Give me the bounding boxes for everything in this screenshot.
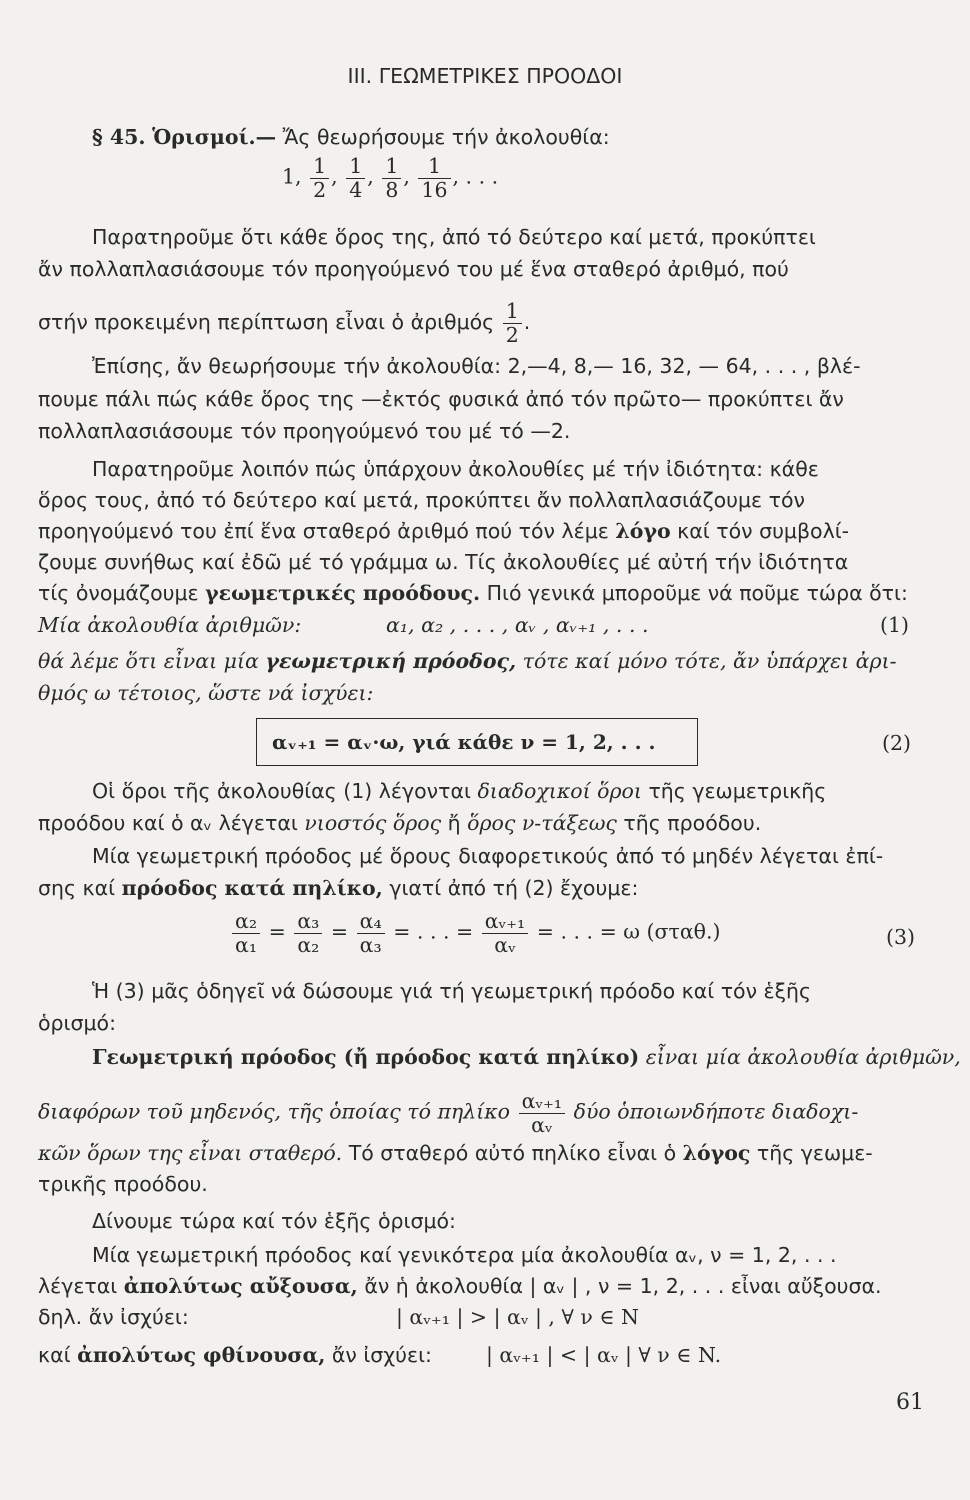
definition-line: θά λέμε ὅτι εἶναι μία γεωμετρική πρόοδος, τότε καί μόνο τότε, ἄν ὑπάρχει ἀρι- xyxy=(38,649,897,673)
paragraph-line: σης καί πρόοδος κατά πηλίκο, γιατί ἀπό τή (2) ἔχουμε: xyxy=(38,876,639,900)
page-number: 61 xyxy=(896,1390,924,1415)
paragraph-line: ὁρισμό: xyxy=(38,1011,116,1035)
term-logos: λόγος xyxy=(682,1141,751,1165)
paragraph-line: πολλαπλασιάσουμε τόν προηγούμενό του μέ τό —2. xyxy=(38,419,571,443)
paragraph-line: τρικῆς προόδου. xyxy=(38,1172,208,1196)
definition-line: Γεωμετρική πρόοδος (ἤ πρόοδος κατά πηλίκο) εἶναι μία ἀκολουθία ἀριθμῶν, xyxy=(92,1045,961,1069)
inequality: | αᵥ₊₁ | < | αᵥ | ∀ ν ∈ N. xyxy=(486,1343,722,1367)
term-geometric-progression: γεωμετρική πρόοδος, xyxy=(265,649,517,673)
paragraph-line: ὅρος τους, ἀπό τό δεύτερο καί μετά, προκύπτει ἄν πολλαπλασιάζουμε τόν xyxy=(38,488,805,512)
paragraph-line: Οἱ ὅροι τῆς ἀκολουθίας (1) λέγονται διαδοχικοί ὅροι τῆς γεωμετρικῆς xyxy=(92,779,827,803)
definition-line: διαφόρων τοῦ μηδενός, τῆς ὁποίας τό πηλίκο $\frac{\text{αᵥ₊₁}}{\text{αᵥ}}$ δύο ὁποιωνδήποτε διαδοχι- xyxy=(38,1089,859,1137)
term-absolutely-decreasing: ἀπολύτως φθίνουσα, xyxy=(77,1343,326,1367)
seq-first-term: 1, xyxy=(282,164,302,189)
chapter-header: III. ΓΕΩΜΕΤΡΙΚΕΣ ΠΡΟΟΔΟΙ xyxy=(347,64,623,88)
paragraph-line: λέγεται ἀπολύτως αὔξουσα, ἄν ἡ ἀκολουθία | αᵥ | , ν = 1, 2, . . . εἶναι αὔξουσα. xyxy=(38,1274,882,1298)
section-number: § 45. xyxy=(92,125,146,149)
paragraph-line: προόδου καί ὁ αᵥ λέγεται νιοστός ὅρος ἤ ὅρος ν-τάξεως τῆς προόδου. xyxy=(38,811,762,835)
paragraph-line: Ἐπίσης, ἄν θεωρήσουμε τήν ἀκολουθία: 2,—4, 8,— 16, 32, — 64, . . . , βλέ- xyxy=(92,354,861,378)
paragraph-line: στήν προκειμένη περίπτωση εἶναι ὁ ἀριθμός $\frac{1}{2}$ . xyxy=(38,299,531,347)
paragraph-line: ζουμε συνήθως καί ἐδῶ μέ τό γράμμα ω. Τίς ἀκολουθίες μέ αὐτή τήν ἰδιότητα xyxy=(38,550,849,574)
paragraph-line: πουμε πάλι πώς κάθε ὅρος της —ἐκτός φυσικά ἀπό τόν πρῶτο— προκύπτει ἄν xyxy=(38,387,844,411)
term-logos: λόγο xyxy=(615,519,671,543)
boxed-formula: αᵥ₊₁ = αᵥ·ω, γιά κάθε ν = 1, 2, . . . xyxy=(272,730,656,754)
definition-line: θμός ω τέτοιος, ὥστε νά ἰσχύει: xyxy=(38,681,374,705)
sequence-fractions: 1, $\frac{1}{2}$ , $\frac{1}{4}$ , $\frac{1}{8}$ , $\frac{1}{16}$ , . . . xyxy=(282,154,499,202)
section-title: Ὁρισμοί.— xyxy=(152,125,277,149)
section-intro: Ἄς θεωρήσουμε τήν ἀκολουθία: xyxy=(276,125,610,149)
fraction: $\frac{1}{4}$ xyxy=(346,155,365,201)
section-heading xyxy=(92,124,970,150)
paragraph-line: Ἡ (3) μᾶς ὁδηγεῖ νά δώσουμε γιά τή γεωμετρική πρόοδο καί τόν ἑξῆς xyxy=(92,979,812,1003)
equation-3: $\frac{\text{α₂}}{\text{α₁}}$ = $\frac{\text{α₃}}{\text{α₂}}$ = $\frac{\text{α₄}}{\text{α₃}}$ = . . . = $\frac{\text{αᵥ₊₁}}{\text{αᵥ}}$ = . . . = ω (σταθ.) xyxy=(230,910,970,956)
term-absolutely-increasing: ἀπολύτως αὔξουσα, xyxy=(123,1274,358,1298)
term-ratio-progression: πρόοδος κατά πηλίκο, xyxy=(121,876,383,900)
inequality: | αᵥ₊₁ | > | αᵥ | , ∀ ν ∈ N xyxy=(396,1305,639,1329)
fraction: $\frac{\text{α₄}}{\text{α₃}}$ xyxy=(357,910,385,956)
fraction: $\frac{1}{16}$ xyxy=(418,155,450,201)
fraction: $\frac{\text{αᵥ₊₁}}{\text{αᵥ}}$ xyxy=(519,1090,566,1136)
fraction: $\frac{\text{αᵥ₊₁}}{\text{αᵥ}}$ xyxy=(482,910,529,956)
paragraph-line: τίς ὀνομάζουμε γεωμετρικές προόδους. Πιό γενικά μποροῦμε νά ποῦμε τώρα ὅτι: xyxy=(38,581,908,605)
paragraph-line: δηλ. ἄν ἰσχύει: xyxy=(38,1305,189,1329)
paragraph-line: ἄν πολλαπλασιάσουμε τόν προηγούμενό του μέ ἕνα σταθερό ἀριθμό, πού xyxy=(38,257,789,281)
paragraph-line: προηγούμενό του ἐπί ἕνα σταθερό ἀριθμό πού τόν λέμε λόγο καί τόν συμβολί- xyxy=(38,519,850,543)
fraction: $\frac{\text{α₂}}{\text{α₁}}$ xyxy=(232,910,260,956)
paragraph-line: καί ἀπολύτως φθίνουσα, ἄν ἰσχύει: xyxy=(38,1343,432,1367)
fraction: $\frac{1}{2}$ xyxy=(310,155,329,201)
equation-label: (2) xyxy=(882,731,912,755)
paragraph-line: Μία γεωμετρική πρόοδος μέ ὅρους διαφορετικούς ἀπό τό μηδέν λέγεται ἐπί- xyxy=(92,844,884,868)
fraction: $\frac{1}{8}$ xyxy=(382,155,401,201)
paragraph-line: Μία γεωμετρική πρόοδος καί γενικότερα μία ἀκολουθία αᵥ, ν = 1, 2, . . . xyxy=(92,1243,837,1267)
paragraph-line: Παρατηροῦμε ὅτι κάθε ὅρος της, ἀπό τό δεύτερο καί μετά, προκύπτει xyxy=(92,225,816,249)
equation-label: (1) xyxy=(880,613,910,637)
paragraph-line: Δίνουμε τώρα καί τόν ἑξῆς ὁρισμό: xyxy=(92,1209,456,1233)
equation-label: (3) xyxy=(886,925,916,949)
fraction: $\frac{1}{2}$ xyxy=(503,300,522,346)
term-geometric-progressions: γεωμετρικές προόδους. xyxy=(205,581,481,605)
sequence-general: α₁, α₂ , . . . , αᵥ , αᵥ₊₁ , . . . xyxy=(386,613,649,637)
definition-line: Μία ἀκολουθία ἀριθμῶν: xyxy=(38,613,302,637)
fraction: $\frac{\text{α₃}}{\text{α₂}}$ xyxy=(294,910,322,956)
paragraph-line: Παρατηροῦμε λοιπόν πώς ὑπάρχουν ἀκολουθίες μέ τήν ἰδιότητα: κάθε xyxy=(92,457,819,481)
definition-line: κῶν ὅρων της εἶναι σταθερό. Τό σταθερό αὐτό πηλίκο εἶναι ὁ λόγος τῆς γεωμε- xyxy=(38,1141,873,1165)
